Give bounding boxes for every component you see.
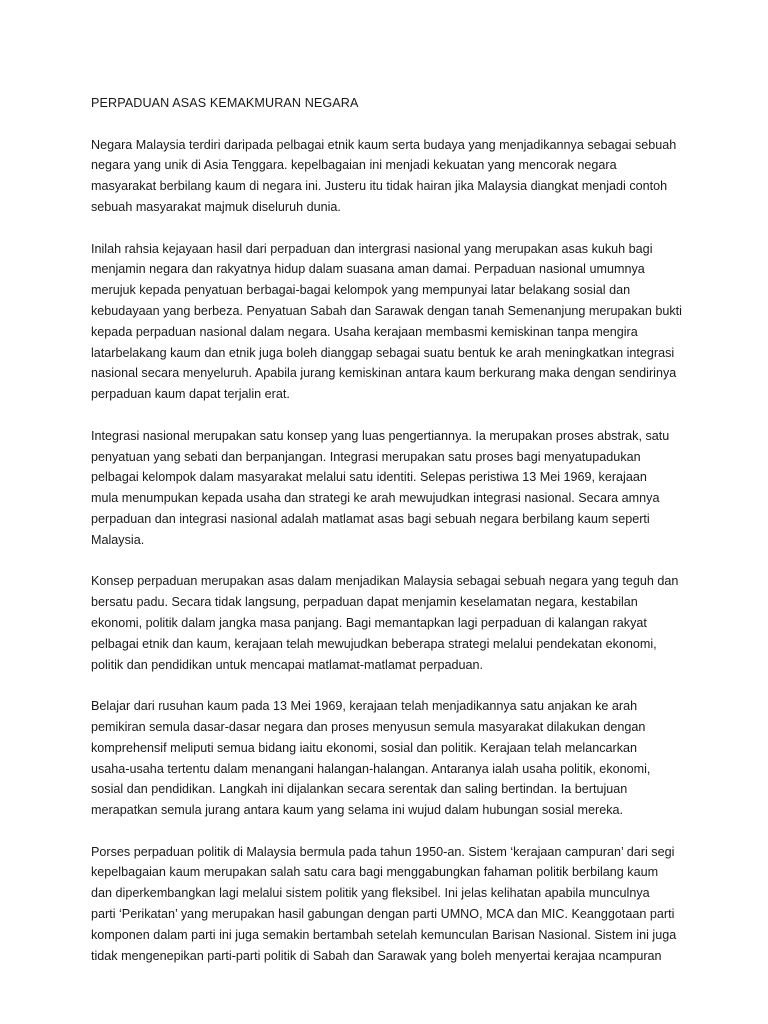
paragraph-line: kepelbagaian kaum merupakan salah satu cara bagi menggabungkan fahaman politik berbilang kaum [91,865,659,880]
paragraph-line: latarbelakang kaum dan etnik juga boleh dianggap sebagai suatu bentuk ke arah meningkatkan integrasi [91,345,675,360]
paragraph-line: Belajar dari rusuhan kaum pada 13 Mei 1969, kerajaan telah menjadikannya satu anjakan ke arah [91,699,638,714]
document-body [91,135,691,967]
paragraph-line: dan diperkembangkan lagi melalui sistem politik yang fleksibel. Ini jelas kelihatan apabila munculnya [91,886,650,901]
paragraph-line: parti ‘Perikatan’ yang merupakan hasil gabungan dengan parti UMNO, MCA dan MIC. Keanggotaan parti [91,907,675,922]
paragraph-line: Integrasi nasional merupakan satu konsep yang luas pengertiannya. Ia merupakan proses abstrak, satu [91,428,670,443]
paragraph-line: sosial dan pendidikan. Langkah ini dijalankan secara serentak dan saling bertindan. Ia bertujuan [91,782,628,797]
paragraph-line: kebudayaan yang berbeza. Penyatuan Sabah dan Sarawak dengan tanah Semenanjung merupakan bukti [91,303,682,318]
document-title: PERPADUAN ASAS KEMAKMURAN NEGARA [91,96,359,110]
paragraph-line: Malaysia. [91,532,145,547]
paragraph-line: ekonomi, politik dalam jangka masa panjang. Bagi memantapkan lagi perpaduan di kalangan rakyat [91,615,647,630]
paragraph-line: politik dan pendidikan untuk mencapai matlamat-matlamat perpaduan. [91,657,484,672]
paragraph-line: mula menumpukan kepada usaha dan strategi ke arah mewujudkan integrasi nasional. Secara amnya [91,491,660,506]
paragraph-line: komprehensif meliputi semua bidang iaitu ekonomi, sosial dan politik. Kerajaan telah melancarkan [91,740,638,755]
paragraph [91,239,691,405]
paragraph-line: Negara Malaysia terdiri daripada pelbagai etnik kaum serta budaya yang menjadikannya sebagai sebuah [91,137,677,152]
paragraph [91,135,691,218]
paragraph [91,842,691,967]
document-page [91,93,691,987]
paragraph-line: komponen dalam parti ini juga semakin bertambah setelah kemunculan Barisan Nasional. Sistem ini juga [91,927,677,942]
paragraph-line: bersatu padu. Secara tidak langsung, perpaduan dapat menjamin keselamatan negara, kestabilan [91,595,638,610]
paragraph-line: Konsep perpaduan merupakan asas dalam menjadikan Malaysia sebagai sebuah negara yang teguh dan [91,574,679,589]
paragraph-line: pelbagai kelompok dalam masyarakat melalui satu identiti. Selepas peristiwa 13 Mei 1969, kerajaan [91,470,647,485]
paragraph [91,571,691,675]
paragraph-line: masyarakat berbilang kaum di negara ini. Justeru itu tidak hairan jika Malaysia diangkat menjadi contoh [91,179,668,194]
paragraph-line: merapatkan semula jurang antara kaum yang selama ini wujud dalam hubungan sosial mereka. [91,803,624,818]
paragraph-line: nasional secara menyeluruh. Apabila jurang kemiskinan antara kaum berkurang maka dengan sendirinya [91,366,677,381]
paragraph-line: negara yang unik di Asia Tenggara. kepelbagaian ini menjadi kekuatan yang mencorak negara [91,158,617,173]
paragraph [91,426,691,551]
paragraph-line: Inilah rahsia kejayaan hasil dari perpaduan dan intergrasi nasional yang merupakan asas kukuh bagi [91,241,653,256]
paragraph-line: merujuk kepada penyatuan berbagai-bagai kelompok yang mempunyai latar belakang sosial dan [91,283,631,298]
paragraph-line: Porses perpaduan politik di Malaysia bermula pada tahun 1950-an. Sistem ‘kerajaan campuran’ dari segi [91,844,675,859]
paragraph-line: penyatuan yang sebati dan berpanjangan. Integrasi merupakan satu proses bagi menyatupadukan [91,449,641,464]
paragraph-line: perpaduan dan integrasi nasional adalah matlamat asas bagi sebuah negara berbilang kaum seperti [91,511,650,526]
paragraph-line: kepada perpaduan nasional dalam negara. Usaha kerajaan membasmi kemiskinan tanpa mengira [91,324,638,339]
paragraph-line: pelbagai etnik dan kaum, kerajaan telah mewujudkan beberapa strategi melalui pendekatan ekonomi, [91,636,657,651]
paragraph-line: pemikiran semula dasar-dasar negara dan proses menyusun semula masyarakat dilakukan dengan [91,719,646,734]
paragraph-line: perpaduan kaum dapat terjalin erat. [91,387,290,402]
paragraph-line: usaha-usaha tertentu dalam menangani halangan-halangan. Antaranya ialah usaha politik, ekonomi, [91,761,651,776]
paragraph [91,696,691,821]
paragraph-line: menjamin negara dan rakyatnya hidup dalam suasana aman damai. Perpaduan nasional umumnya [91,262,645,277]
paragraph-line: tidak mengenepikan parti-parti politik di Sabah dan Sarawak yang boleh menyertai kerajaa ncampuran [91,948,662,963]
paragraph-line: sebuah masyarakat majmuk diseluruh dunia. [91,199,341,214]
